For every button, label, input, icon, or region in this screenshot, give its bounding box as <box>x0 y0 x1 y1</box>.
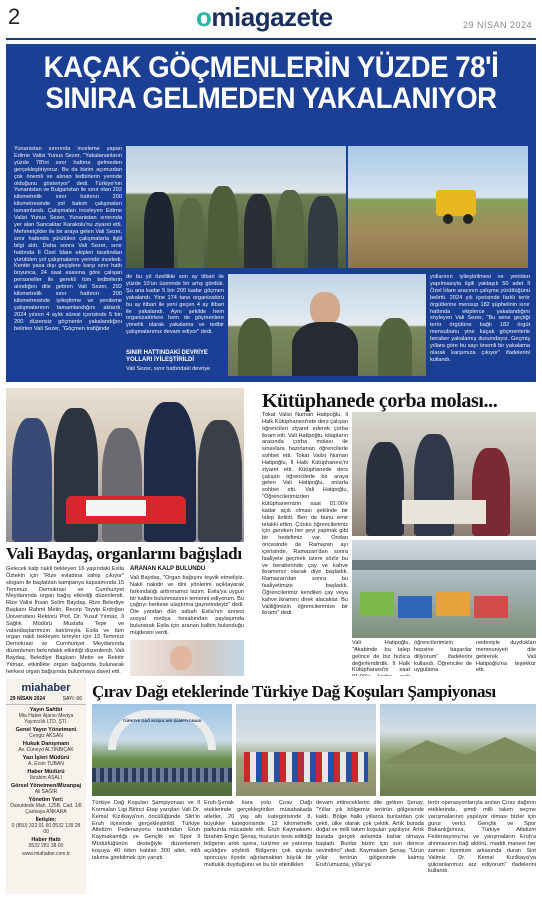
masthead-item <box>9 707 83 725</box>
top-story-headline <box>27 52 515 114</box>
top-story-subhead: SINIR HATTINDAKİ DEVRİYE YOLLARI İYİLEŞTİRİLDİ <box>126 350 208 363</box>
masthead-item-title: Yazı İşleri Müdürü <box>22 755 70 761</box>
masthead-item-title: İletişim: <box>35 817 57 823</box>
top-photo-officials <box>126 146 346 268</box>
masthead-item-value: www.miahaber.com.tr <box>22 851 70 857</box>
headline-line-2: SINIRA GELMEDEN YAKALANIYOR <box>45 82 497 115</box>
soup-photo-library <box>352 540 536 638</box>
cirav-photo-runners <box>236 704 376 796</box>
masthead-item-value: İbrahim ASALI <box>30 775 62 781</box>
top-story-col2b: Vali Sezer, sınır hattındaki devriye <box>126 366 211 372</box>
masthead-item-value: 0 (850) 322 01 60 0532 139 28 00 <box>11 823 81 835</box>
cirav-col3: devam ettireceklerini dile getiren Şenay, "Yıllar yılı bölgemiz terörün gölgesinde kaldı. Bölge halkı yıllarca bunlardan çok çekti, ülke olarak çok çektik. Artık burada doğal ve milli takım koşuları yapılıyor. Artık burada gerçek anlamda bahar olmaya başladı. Bunlar bizim için son derece sevindirici" dedi. Kaymakam Şenay, "Uzun yıllar terörün gölgesinde kalmış Eruh'umuzda, yıllar'ya' <box>316 800 424 868</box>
masthead-date: 29 NİSAN 2024 <box>10 696 46 702</box>
masthead-item <box>9 741 83 753</box>
page-number: 2 <box>8 4 21 29</box>
site-logo <box>196 2 333 33</box>
masthead-item <box>9 797 83 815</box>
organ-col1: Gelecek kalp nakli bekleyen 16 yaşındaki Esila Öztekin için "Rize evladına sahip çıkıyor" sloganı ile başlatılan kampanya kapsamında 15 Temmuz Demokrasi ve Cumhuriyet Meydanında organ bağış etkinliği düzenlendi. Rize Valisi İhsan Selim Baydaş, Rize Belediye Başkanı Rahmi Metin, Recep Tayyip Erdoğan Üniversitesi Rektörü Prof. Dr. Yusuf Yılmaz, İl Sağlık Müdürü Mustafa Tepe ve vatandaşlarımızın katılımıyla Esila ve tüm organ nakli bekleyen bireyler için 15 Temmuz Demokrasi ve Cumhuriyet Meydanında düzenlenen farkındalık etkinliği düzenlendi. Vali Baydaş, Belediye Başkanı Metin ve Rektör Yılmaz, etkinlikte organ bağışında bulunarak herkesi organ bağışında bulunmaya davet etti. <box>6 566 124 675</box>
cirav-col2: Eruh-Şırnak kara yolu Çırav Dağı eteklerinde gerçekleştirilen müsabakada atletler, 20 yaş altı kategorisinde 8, büyükler kategorisinde 12 kilometrelik parkurda mücadele etti. Eruh Kaymakamı İbrahim Engin Şenay, huzurun tesis edildiği bölgenin artık spora, turizme ve yatırıma açıldığını söyledi. Bölgenin çok sayıda sporcuyu ilçede ağırlamaktan büyük bir mutluluk duyduğunu ve bu tür etkinlikleri <box>204 800 312 868</box>
masthead-dateline <box>6 694 86 705</box>
masthead-item-value: A. Ersin TUBAN <box>28 761 64 767</box>
organ-photo <box>6 388 244 542</box>
masthead-item-value: Av. Cüneyd ALTINBIÇAK <box>18 747 74 753</box>
masthead-list <box>6 705 86 861</box>
soup-title: Kütüphanede çorba molası... <box>262 390 498 412</box>
masthead-item <box>9 783 83 795</box>
top-story-col2: de bu yıl özellikle son ay itibari ile yüzde 10'un üzerinde bir artış gördük. Şu ana kadar 5 bin 200 kadar göçmen yakalandı. Yine 174 tane organizatörü bu ay itibari ile yeni geçen 4 ay itibari ile yakalandı. Aynı şekilde hem organizatörlere hem de göçmenlere yönelik olarak yakalama ve tedbir çalışmalarımız devam ediyor" dedi. <box>126 274 224 336</box>
headline-line-1: KAÇAK GÖÇMENLERİN YÜZDE 78'İ <box>43 51 499 84</box>
header-divider <box>6 38 536 40</box>
masthead-item-title: Genel Yayın Yönetmeni <box>15 727 77 733</box>
masthead-item-title: Haber Müdürü <box>27 769 65 775</box>
masthead-issue: SAYI: 66 <box>62 696 82 702</box>
top-photo-grader <box>348 146 528 268</box>
masthead-sidebar <box>6 678 86 894</box>
top-story <box>6 44 536 382</box>
top-story-col1: Yunanistan sınırında inceleme yapan Edirne Valisi Yunus Sezer, "Yakalananların yüzde 78'ini sınır hattına gelmeden gerçekleştiriyoruz. Bu da bizim açımızdan çok önemli ve alınan tedbirlerin yerinde olduğunu gösteriyor" dedi. Türkiye'nin Yunanistan ve Bulgaristan ile sınır olan 292 kilometrelik sınır hattının 200 kilometresinde yol bakım çalışmaları tamamlandı. Çalışmaları inceleyen Edirne Valisi Yunus Sezer, Yunanistan sınırında yer alan Sancaktar Karakolu'nu ziyaret etti. Mehmetçikler ile bir araya gelen Vali Sezer, sınır hattında yürütülen çalışmalarla ilgili bilgi aldı. Daha sonra Vali Sezer, sınır hattında İl Özel İdare ekipleri tarafından yürütülen yol çalışmalarını yerinde inceledi. Kentte yasa dışı geçişlere karşı sınır hattı boyunca, 24 saat esasına göre çalışan personeller ile gerekli tüm tedbirlerin alındığını dile getiren Vali Sezer, 292 kilometrelik sınır hattının 200 kilometresinde iyileştirme ve yenileme çalışmalarının tamamlandığını aktardı. 2024 yılının 4 aylık süresi içerisinde 5 bin 200 düzensiz göçmenin yakalandığını belirten Vali Sezer, "Göçmen trafiğinde <box>14 146 122 332</box>
top-story-col3: yollarının iyileştirilmesi ve yeniden yapılmasıyla ilgili yaklaşık 50 adet İl Özel İdare aracının çalışma yürüttüğünü belirtti. 2024 yılı içerisinde farklı terör örgütlerine mensup 182 şüphelinin sınır hattında ekiplerce yakalandığını söyleyen Vali Sezer, "Bu sene geçtiği terör örgütüne bağlı 182 örgüt mensubunu yine kaçak göçmenlerle beraber yakalamış durumdayız. Geçmiş yıllara göre bu sayı önemli bir yakalama olarak karşımıza çıkıyor" ifadelerini kullandı. <box>430 274 530 363</box>
organ-title: Vali Baydaş, organlarını bağışladı <box>6 544 242 563</box>
masthead-item <box>9 769 83 781</box>
masthead-item-title: Görsel Yönetmen/Mizanpaj <box>10 783 82 789</box>
soup-col1: Tokat Valisi Numan Hatipoğlu, İl Halk Kütüphanesi'nde ders çalışan öğrencileri ziyaret ederek çorba ikram etti. Vali Hatipoğlu, kitapların arasında çorba molası ile sınavlara hazırlanan öğrencilerle sohbet etti. Tokat Valisi Numan Hatipoğlu, İl Halk Kütüphanesi'ni ziyaret etti. Kütüphanede ders çalışan öğrencilerle bir araya gelen Vali Hatipoğlu, onlarla sohbet etti. Vali Hatipoğlu, "Öğrencilerimizden kütüphanemizin saat 01:00'e kadar açık olması şeklinde bir talep iletildi. Ben de bunu emir telakki ettim. Çünkü öğrencilerimiz için gereken her şeyi yapmak gibi bir hedefimiz var. Ondan öncesinde de Ramazan ayı içerisinde, Ramazan'dan sonra faaliyete geçmek üzere sözle bu ve beraberinde çay ve kahve ikramımız olacak diye başladık. Ramazan'dan sonra bu faaliyetimize başladık. Öğrencilerimiz kendileri çay veya kahve ikramını direk alacaklar. Bu Valiliğimizin öğrencilerimize bir ikramı" dedi. <box>262 412 348 617</box>
soup-col2: Vali Hatipoğlu, "Akabinde bu talep gelince de biz hızlıca değerlendirdik. İl Halk Kütüphanesi'ni saat <box>352 640 410 674</box>
organ-col2: Vali Baydaş, "Organ bağışını teşvik etmeliyiz. Nakil nakidir ve dini yönlerini açıklayarak farkındalığı arttırmamız lazım. Esila'ya uygun bir kalbin bulunmasının temenni ediyorum. Bu çağrıyı herkese ulaştırma gayretindeyiz" dedi. Öte yandan dün sabah Esila'nın annesi sosyal medya hesabından paylaşımda bulunarak Esila için aranan kalbin bulunduğu müjdesini verdi. <box>130 575 244 636</box>
organ-subhead: ARANAN KALP BULUNDU <box>130 566 206 572</box>
cirav-col4: terör operasyonlarıyla anılan Çırav dağının eteklerinde, şimdi milli takım seçme yarışmalarının yapılıyor olması bizler için gurur verici. Gençlik ve Spor Bakanlığımıza, Türkiye Atletizm Federasyonu'na ve yarışmaların Eruh'a alınmasının bağ aktörü, maddi manevi her zaman ilçemizin arkasında duran Siirt Valimiz Dr. Kemal Kızılkaya'ya şükranlarımızı arz ediyorum" ifadelerini kullandı. <box>428 800 536 875</box>
soup-photo-serving <box>352 412 536 536</box>
masthead-item-value: Davutdede Mah. 125B. Cad. 1/8 Çankaya ANKARA <box>10 803 82 815</box>
masthead-item <box>9 851 83 857</box>
masthead-logo: miahaber <box>21 682 71 694</box>
masthead-item-value: Ali SAĞIR <box>34 789 58 795</box>
cirav-photo-mountain <box>380 704 536 796</box>
masthead-item-value: Mia Haber Ajansı Medya Yayıncılık LTD. ŞTİ. <box>18 713 74 725</box>
logo-o: o <box>196 2 212 32</box>
top-photo-governor <box>228 274 426 376</box>
cirav-banner-text: TÜRKİYE DAĞ KOŞULARI ŞAMPİYONASI <box>122 718 202 723</box>
masthead-item-title: Yönetim Yeri: <box>28 797 64 803</box>
masthead-item <box>9 837 83 849</box>
organ-patient-photo <box>130 640 244 676</box>
masthead-item-title: Hukuk Danışmanı <box>22 741 70 747</box>
masthead-item-value: 0532 281 38 00 <box>28 843 64 849</box>
masthead-item-title: Haber Hattı <box>31 837 61 843</box>
issue-date: 29 NİSAN 2024 <box>462 20 532 30</box>
masthead-item <box>9 817 83 835</box>
masthead-item <box>9 727 83 739</box>
soup-col4: nedeniyle duydukları memnuniyeti dile getirerek Vali Hatipoğlu'na teşekkür etti. <box>476 640 536 674</box>
logo-text: miagazete <box>211 2 333 32</box>
cirav-col1: Türkiye Dağ Koşuları Şampiyonası ve İl Kormaları Ligi Birinci Etap yarışları Vali Dr. Kemal Kızılkaya'nın öncülüğünde Siirt'in Eruh ilçesinde gerçekleştirildi. Türkiye Atletizm Federasyonu tarafından Eruh Kaymakamlığı ve Gençlik ve Spor İl Müdürlüğünün desteğiyle düzenlenen koşuya 40 ilden katılan 300 atlet, milli takıma girebilmek için yarıştı. <box>92 800 200 861</box>
cirav-title: Çırav Dağı eteklerinde Türkiye Dağ Koşuları Şampiyonası <box>92 682 496 701</box>
cirav-photo-banner <box>92 704 232 796</box>
masthead-item-value: Cengiz AKSAN <box>29 733 63 739</box>
masthead-item-title: Yayın Sahibi <box>29 707 63 713</box>
masthead-item <box>9 755 83 767</box>
soup-col3: öğrencilerimizin hepsine başarılar diliyorum" ifadelerini kullandı. Öğrenciler de uygulama <box>414 640 472 674</box>
